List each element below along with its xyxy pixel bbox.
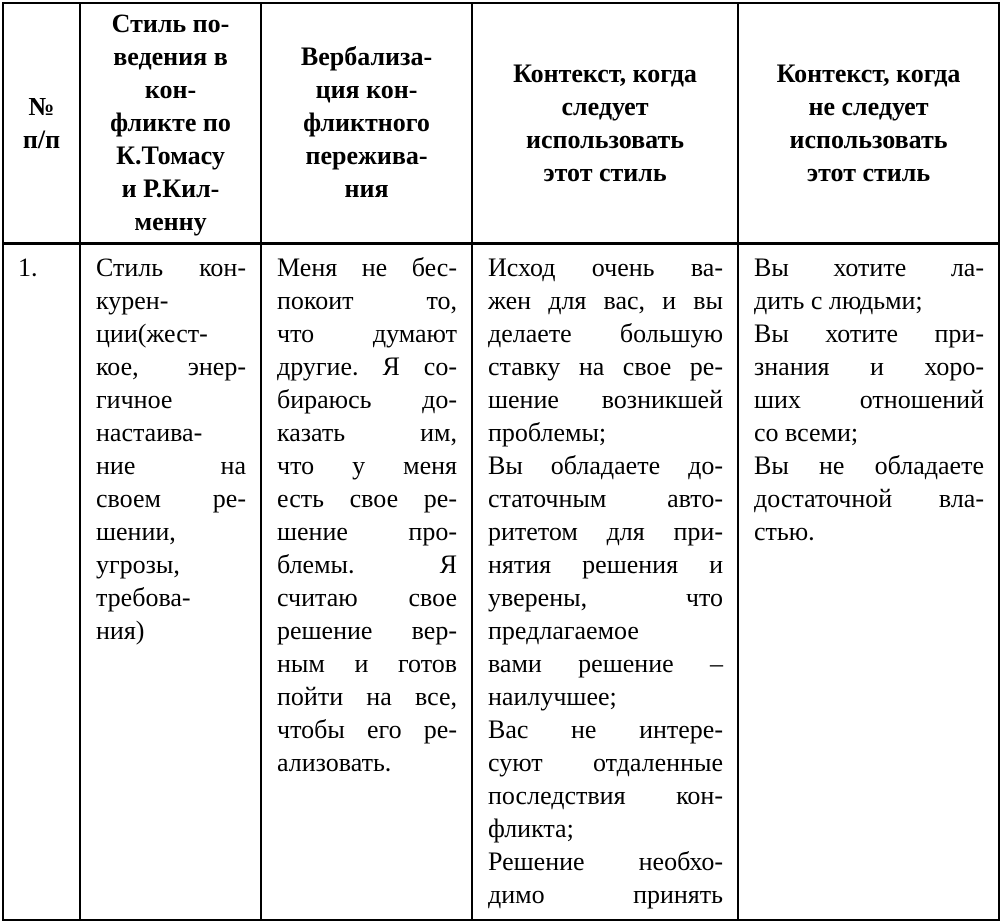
header-line: этот стиль — [543, 157, 667, 187]
paragraph — [754, 251, 984, 317]
text-line: ние на — [96, 450, 246, 480]
header-cell-3 — [472, 3, 738, 243]
text-line: другие. Я со- — [277, 351, 457, 381]
text-line: уверены, что — [488, 582, 723, 612]
body-cell-1 — [80, 243, 261, 920]
paragraph — [18, 251, 65, 284]
text-line: ших отношений — [754, 384, 984, 414]
header-line: кон- — [144, 75, 197, 105]
paragraph — [488, 449, 723, 713]
header-line: следует — [561, 91, 649, 121]
row-number-cell — [3, 243, 80, 920]
text-line: Вас не интере- — [488, 714, 723, 744]
text-line: настаива- — [96, 417, 203, 447]
text-line: покоит то, — [277, 285, 457, 315]
header-line: ция кон- — [315, 75, 418, 105]
text-line: Меня не бес- — [277, 252, 457, 282]
header-line: и Р.Кил- — [121, 174, 220, 204]
text-line: угрозы, — [96, 549, 180, 579]
header-line: Стиль по- — [111, 9, 230, 39]
header-line: Контекст, когда — [513, 58, 697, 88]
header-line: п/п — [22, 124, 61, 154]
text-line: Вы обладаете до- — [488, 450, 723, 480]
header-line: не следует — [808, 91, 929, 121]
text-line: считаю свое — [277, 582, 457, 612]
paragraph — [488, 845, 723, 911]
text-line: знания и хоро- — [754, 351, 984, 381]
table-row — [3, 243, 999, 920]
text-line: что у меня — [277, 450, 457, 480]
header-row — [3, 3, 999, 243]
text-line: блемы. Я — [277, 549, 457, 579]
header-line: Вербализа- — [300, 42, 433, 72]
text-line: Вы не обладаете — [754, 450, 984, 480]
text-line: последствия кон- — [488, 780, 723, 810]
text-line: вами решение – — [488, 648, 723, 678]
text-line: Стиль кон- — [96, 252, 246, 282]
text-line: предлагаемое — [488, 615, 639, 645]
text-line: статочным авто- — [488, 483, 723, 513]
text-line: гичное — [96, 384, 173, 414]
text-line: решение вер- — [277, 615, 457, 645]
text-line: шение возникшей — [488, 384, 723, 414]
header-line: ведения в — [113, 42, 228, 72]
header-line: использовать — [525, 124, 685, 154]
text-line: Вы хотите при- — [754, 318, 984, 348]
header-line: использовать — [789, 124, 948, 154]
text-line: фликта; — [488, 813, 574, 843]
paragraph — [488, 713, 723, 845]
text-line: ным и готов — [277, 648, 457, 678]
text-line: димо принять — [488, 879, 723, 909]
text-line: суют отдаленные — [488, 747, 723, 777]
header-cell-1 — [80, 3, 261, 243]
header-line: фликтного — [303, 108, 430, 138]
text-line: казать им, — [277, 417, 457, 447]
text-line: ализовать. — [277, 747, 392, 777]
text-line: нятия решения и — [488, 549, 723, 579]
text-line: дить с людьми; — [754, 285, 923, 315]
text-line: чтобы его ре- — [277, 714, 457, 744]
text-line: кое, энер- — [96, 351, 246, 381]
header-line: № — [28, 91, 55, 121]
body-cell-4 — [738, 243, 999, 920]
text-line: 1. — [18, 252, 38, 282]
table-header — [3, 3, 999, 243]
text-line: стью. — [754, 516, 815, 546]
text-line: жен для вас, и вы — [488, 285, 723, 315]
text-line: своем ре- — [96, 483, 246, 513]
paragraph — [488, 251, 723, 449]
text-line: что думают — [277, 318, 457, 348]
text-line: пойти на все, — [277, 681, 457, 711]
header-cell-4 — [738, 3, 999, 243]
paragraph — [96, 251, 246, 647]
header-line: этот стиль — [806, 157, 931, 187]
body-cell-3 — [472, 243, 738, 920]
text-line: наилучшее; — [488, 681, 617, 711]
text-line: достаточной вла- — [754, 483, 984, 513]
text-line: делаете большую — [488, 318, 723, 348]
table-body — [3, 243, 999, 920]
conflict-styles-table — [2, 2, 1000, 921]
paragraph — [754, 449, 984, 548]
text-line: ции(жест- — [96, 318, 208, 348]
paragraph — [277, 251, 457, 779]
text-line: проблемы; — [488, 417, 607, 447]
text-line: бираюсь до- — [277, 384, 457, 414]
text-line: Решение необхо- — [488, 846, 723, 876]
text-line: Вы хотите ла- — [754, 252, 984, 282]
header-line: Контекст, когда — [776, 58, 961, 88]
text-line: есть свое ре- — [277, 483, 457, 513]
header-line: ния — [344, 174, 389, 204]
text-line: курен- — [96, 285, 169, 315]
text-line: ритетом для при- — [488, 516, 723, 546]
header-cell-2 — [261, 3, 472, 243]
text-line: ставку на свое ре- — [488, 351, 723, 381]
text-line: шении, — [96, 516, 176, 546]
body-cell-2 — [261, 243, 472, 920]
paragraph — [754, 317, 984, 449]
text-line: со всеми; — [754, 417, 859, 447]
header-line: К.Томасу — [116, 141, 225, 171]
text-line: требова- — [96, 582, 191, 612]
text-line: ния) — [96, 615, 145, 645]
header-line: пережива- — [305, 141, 428, 171]
header-cell-0 — [3, 3, 80, 243]
header-line: фликте по — [110, 108, 231, 138]
header-line: менну — [134, 207, 207, 237]
text-line: шение про- — [277, 516, 457, 546]
text-line: Исход очень ва- — [488, 252, 723, 282]
